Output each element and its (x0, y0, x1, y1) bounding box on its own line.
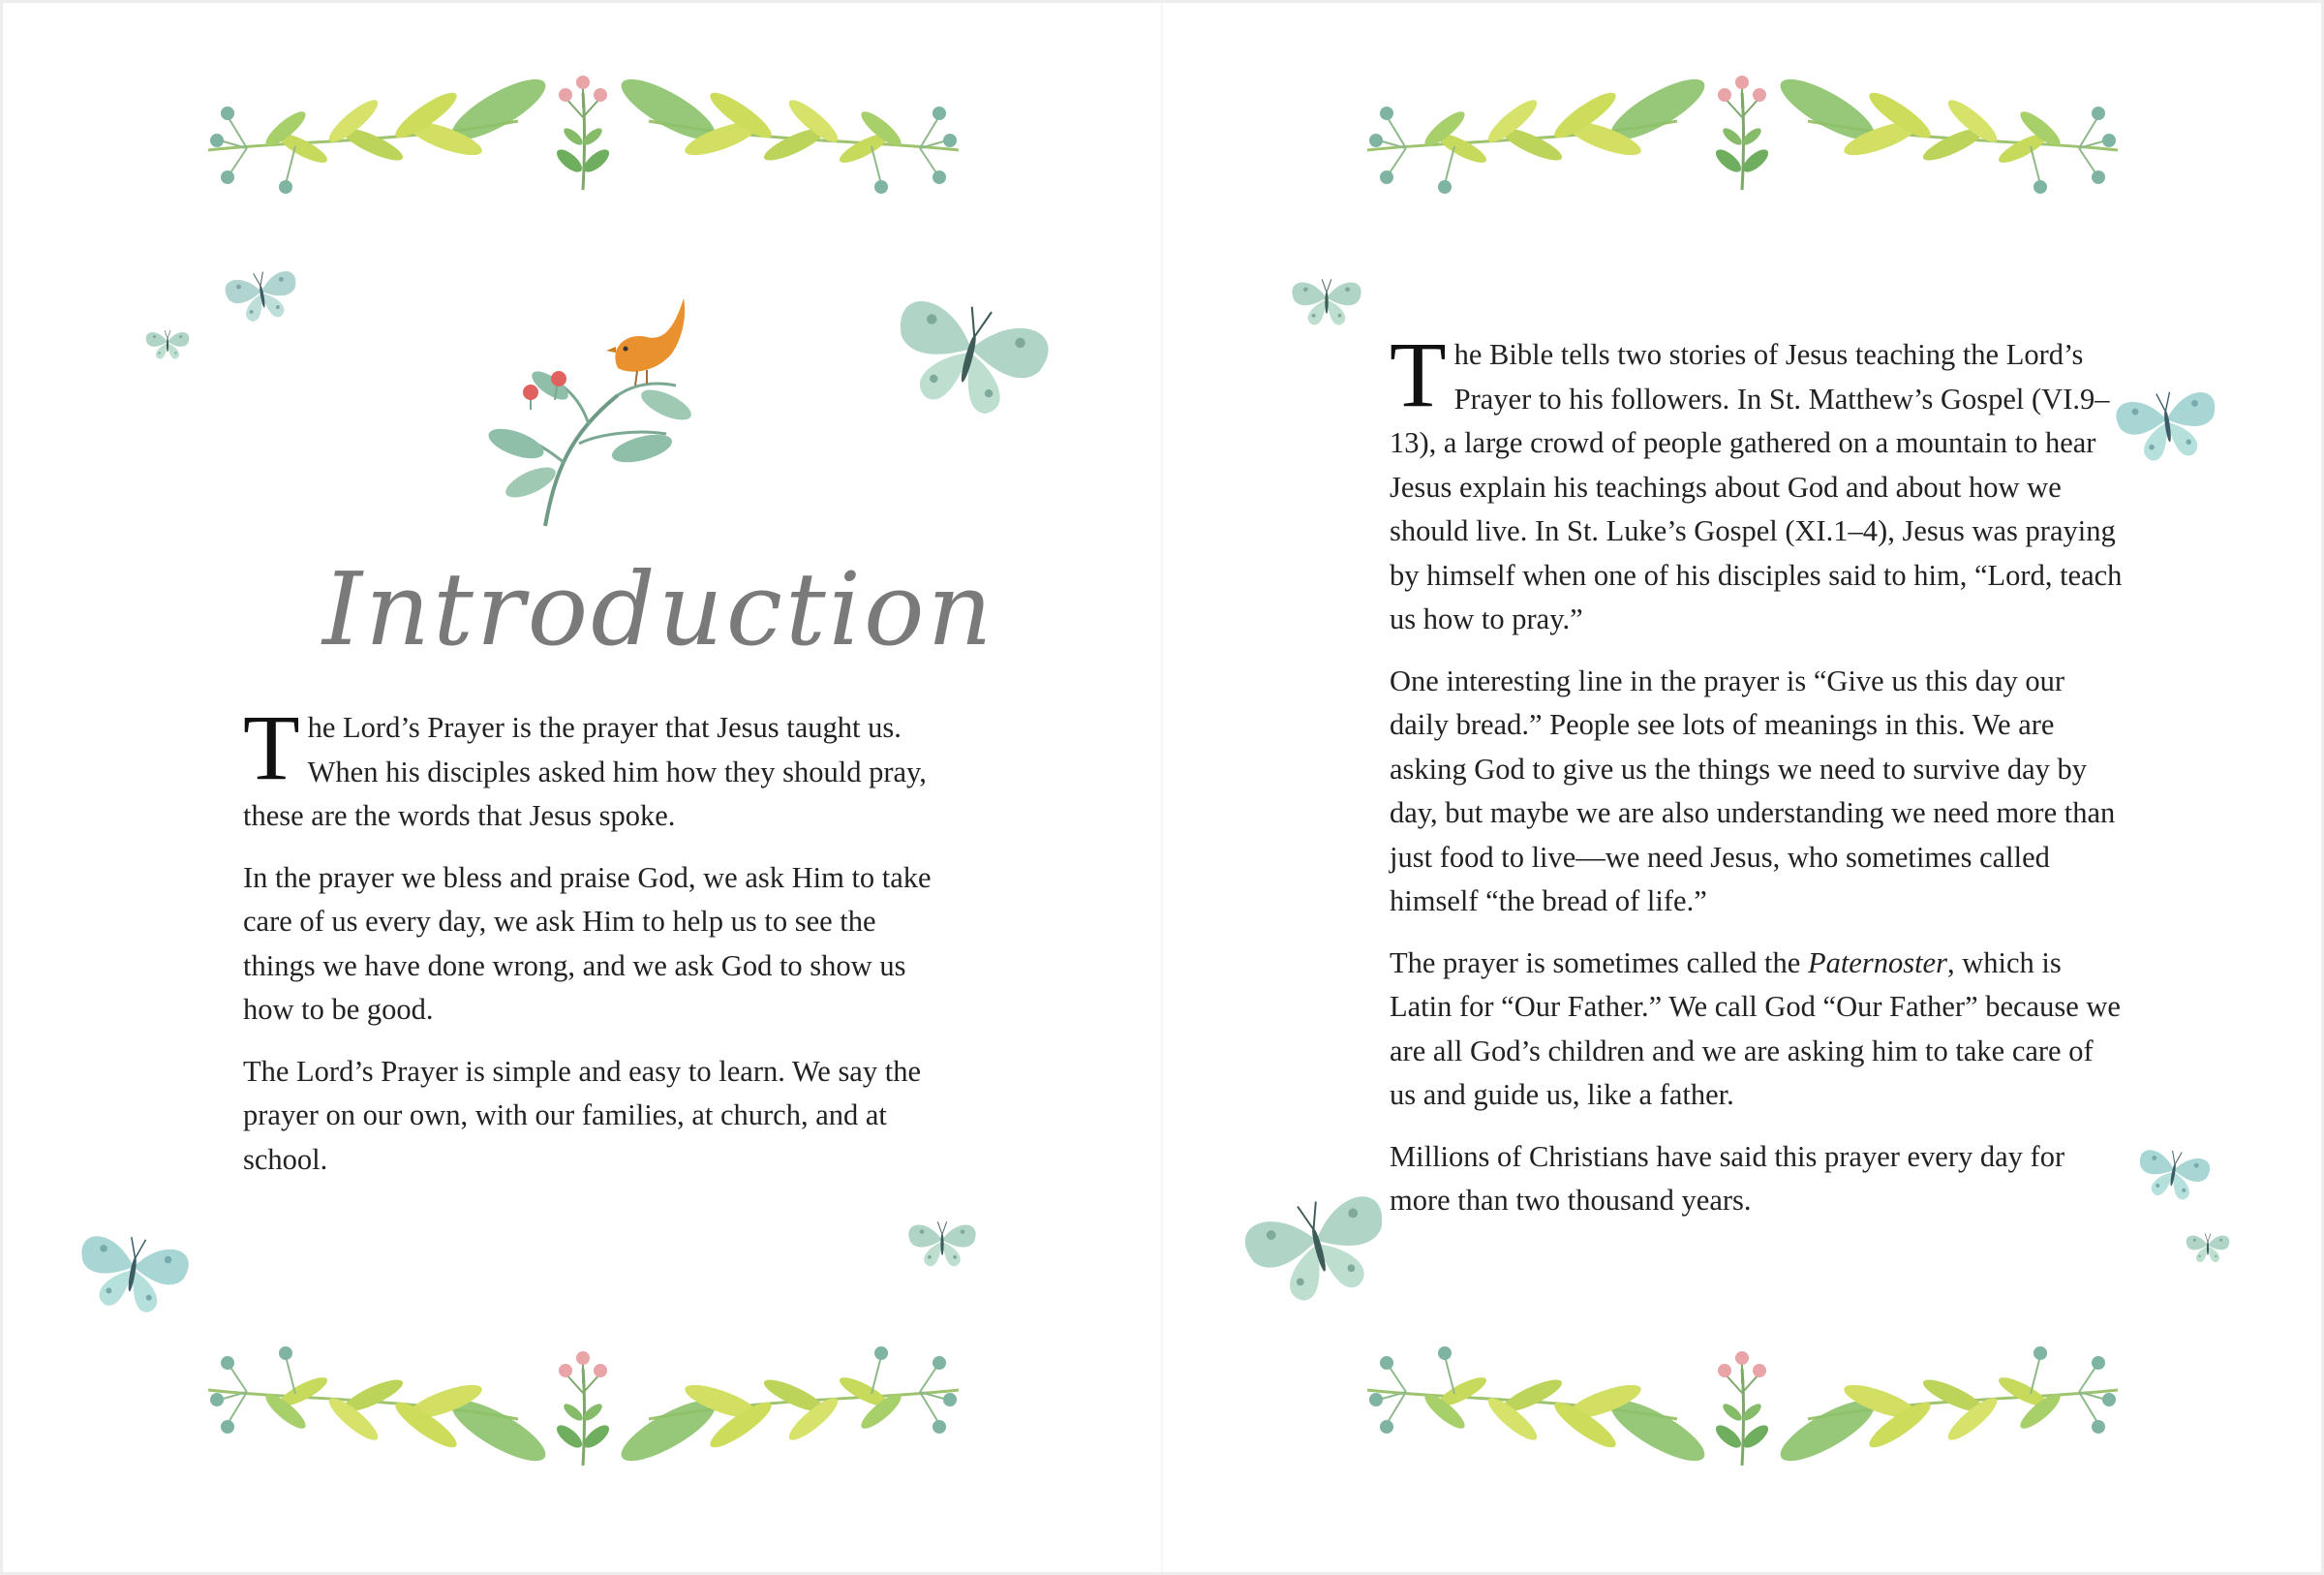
butterfly-icon (218, 248, 305, 335)
page-title: Introduction (322, 550, 995, 668)
butterfly-icon (903, 1206, 981, 1274)
butterfly-icon (2111, 366, 2222, 473)
floral-garland-top-left (203, 61, 963, 201)
floral-garland-bottom-left (203, 1340, 963, 1480)
book-spread (3, 3, 2321, 1572)
butterfly-icon (138, 313, 197, 371)
butterfly-icon (1288, 266, 1365, 329)
bird-on-branch-illustration (473, 289, 724, 531)
left-page-text (243, 695, 940, 1199)
paragraph: The prayer is sometimes called the Paternoster, which is Latin for “Our Father.” We call God “Our Father” because we are all God’s children and we are asking him to take care of us and guide us, like a father. (1390, 945, 2121, 1111)
paragraph: The Lord’s Prayer is the prayer that Jesus taught us. When his disciples asked him how they should pray, these are the words that Jesus spoke. (243, 695, 927, 832)
right-page-text (1390, 323, 2125, 1241)
left-page (3, 3, 1162, 1572)
drop-cap: T (243, 695, 300, 799)
paragraph: In the prayer we bless and praise God, we ask Him to take care of us every day, we ask Him to help us to see the things we have done wrong, and we ask God to show us how to be good. (243, 860, 932, 1026)
floral-garland-top-right (1362, 61, 2123, 201)
butterfly-icon (2130, 1131, 2217, 1209)
right-page (1162, 3, 2321, 1572)
butterfly-icon (884, 276, 1058, 431)
butterfly-icon (1232, 1170, 1401, 1320)
drop-cap: T (1390, 323, 1447, 426)
butterfly-icon (76, 1214, 192, 1320)
paragraph: The Lord’s Prayer is simple and easy to learn. We say the prayer on our own, with our families, at church, and at school. (243, 1054, 921, 1176)
butterfly-icon (2179, 1219, 2237, 1272)
latin-term: Paternoster (1807, 945, 1947, 979)
paragraph: Millions of Christians have said this prayer every day for more than two thousand years. (1390, 1139, 2065, 1217)
floral-garland-bottom-right (1362, 1340, 2123, 1480)
paragraph: The Bible tells two stories of Jesus teaching the Lord’s Prayer to his followers. In St. Matthew’s Gospel (VI.9–13), a large crowd of people gathered on a mountain to hear Jesus explain his teachings about God and about how we should live. In St. Luke’s Gospel (XI.1–4), Jesus was praying by himself when one of his disciples said to him, “Lord, teach us how to pray.” (1390, 323, 2123, 635)
paragraph: One interesting line in the prayer is “Give us this day our daily bread.” People see lots of meanings in this. We are asking God to give us the things we need to survive day by day, but maybe we are also understanding we need more than just food to live—we need Jesus, who sometimes called himself “the bread of life.” (1390, 664, 2116, 917)
